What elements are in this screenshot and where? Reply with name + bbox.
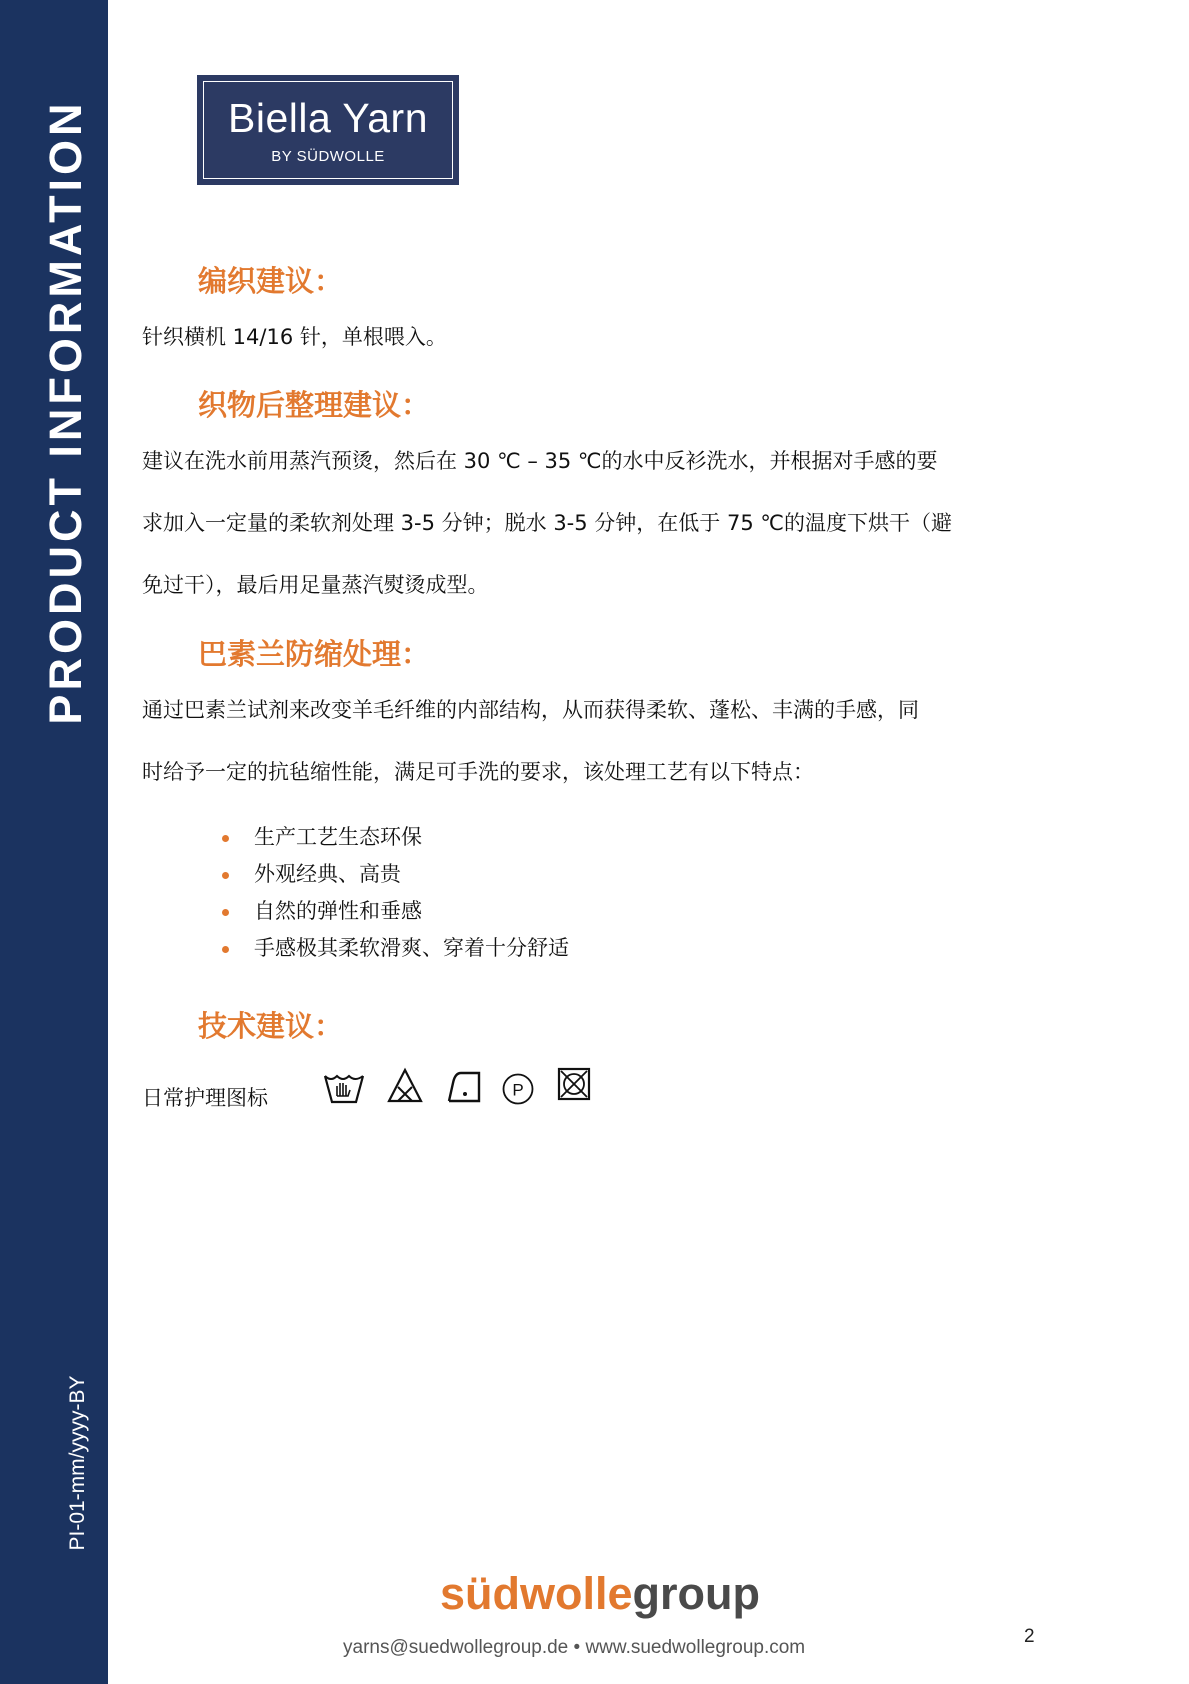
- document-code: PI-01-mm/yyyy-BY: [66, 1375, 89, 1551]
- svg-text:P: P: [512, 1080, 524, 1100]
- hand-wash-icon: [322, 1070, 366, 1106]
- finishing-line: 免过干），最后用足量蒸汽熨烫成型。: [142, 573, 489, 597]
- care-label: 日常护理图标: [142, 1086, 268, 1110]
- sidebar-title: PRODUCT INFORMATION: [40, 99, 91, 725]
- bleach-icon: [386, 1067, 424, 1105]
- suedwolle-group-logo: südwollegroup: [440, 1568, 760, 1619]
- finishing-line: 求加入一定量的柔软剂处理 3-5 分钟；脱水 3-5 分钟，在低于 75 ℃的温度下烘干（避: [142, 511, 952, 535]
- list-item: 生产工艺生态环保: [218, 819, 569, 856]
- footer-contact: yarns@suedwollegroup.de • www.suedwollegroup.com: [343, 1637, 806, 1658]
- feature-list: [218, 819, 569, 967]
- list-item: 自然的弹性和垂感: [218, 893, 569, 930]
- finishing-heading: 织物后整理建议：: [198, 388, 431, 422]
- basolan-heading: 巴素兰防缩处理：: [198, 637, 431, 671]
- page-number: 2: [1024, 1626, 1035, 1647]
- no-tumble-dry-icon: [556, 1066, 592, 1102]
- technical-heading: 技术建议：: [198, 1009, 344, 1043]
- logo-name: Biella Yarn: [228, 95, 428, 141]
- list-item: 手感极其柔软滑爽、穿着十分舒适: [218, 930, 569, 967]
- list-item: 外观经典、高贵: [218, 856, 569, 893]
- iron-icon: [445, 1069, 483, 1105]
- logo-sub: BY SÜDWOLLE: [271, 148, 385, 165]
- knitting-heading: 编织建议：: [198, 264, 344, 298]
- finishing-line: 建议在洗水前用蒸汽预烫，然后在 30 ℃ – 35 ℃的水中反衫洗水，并根据对手感的要: [142, 449, 938, 473]
- basolan-line: 时给予一定的抗毡缩性能，满足可手洗的要求，该处理工艺有以下特点：: [142, 760, 814, 784]
- bullet-dot: [222, 872, 229, 879]
- knitting-text: 针织横机 14/16 针，单根喂入。: [142, 325, 447, 349]
- basolan-line: 通过巴素兰试剂来改变羊毛纤维的内部结构，从而获得柔软、蓬松、丰满的手感，同: [142, 698, 919, 722]
- bullet-dot: [222, 946, 229, 953]
- biella-yarn-logo: [197, 75, 459, 185]
- bullet-dot: [222, 835, 229, 842]
- sidebar: [0, 0, 108, 1684]
- bullet-dot: [222, 909, 229, 916]
- dry-clean-p-icon: [501, 1072, 535, 1106]
